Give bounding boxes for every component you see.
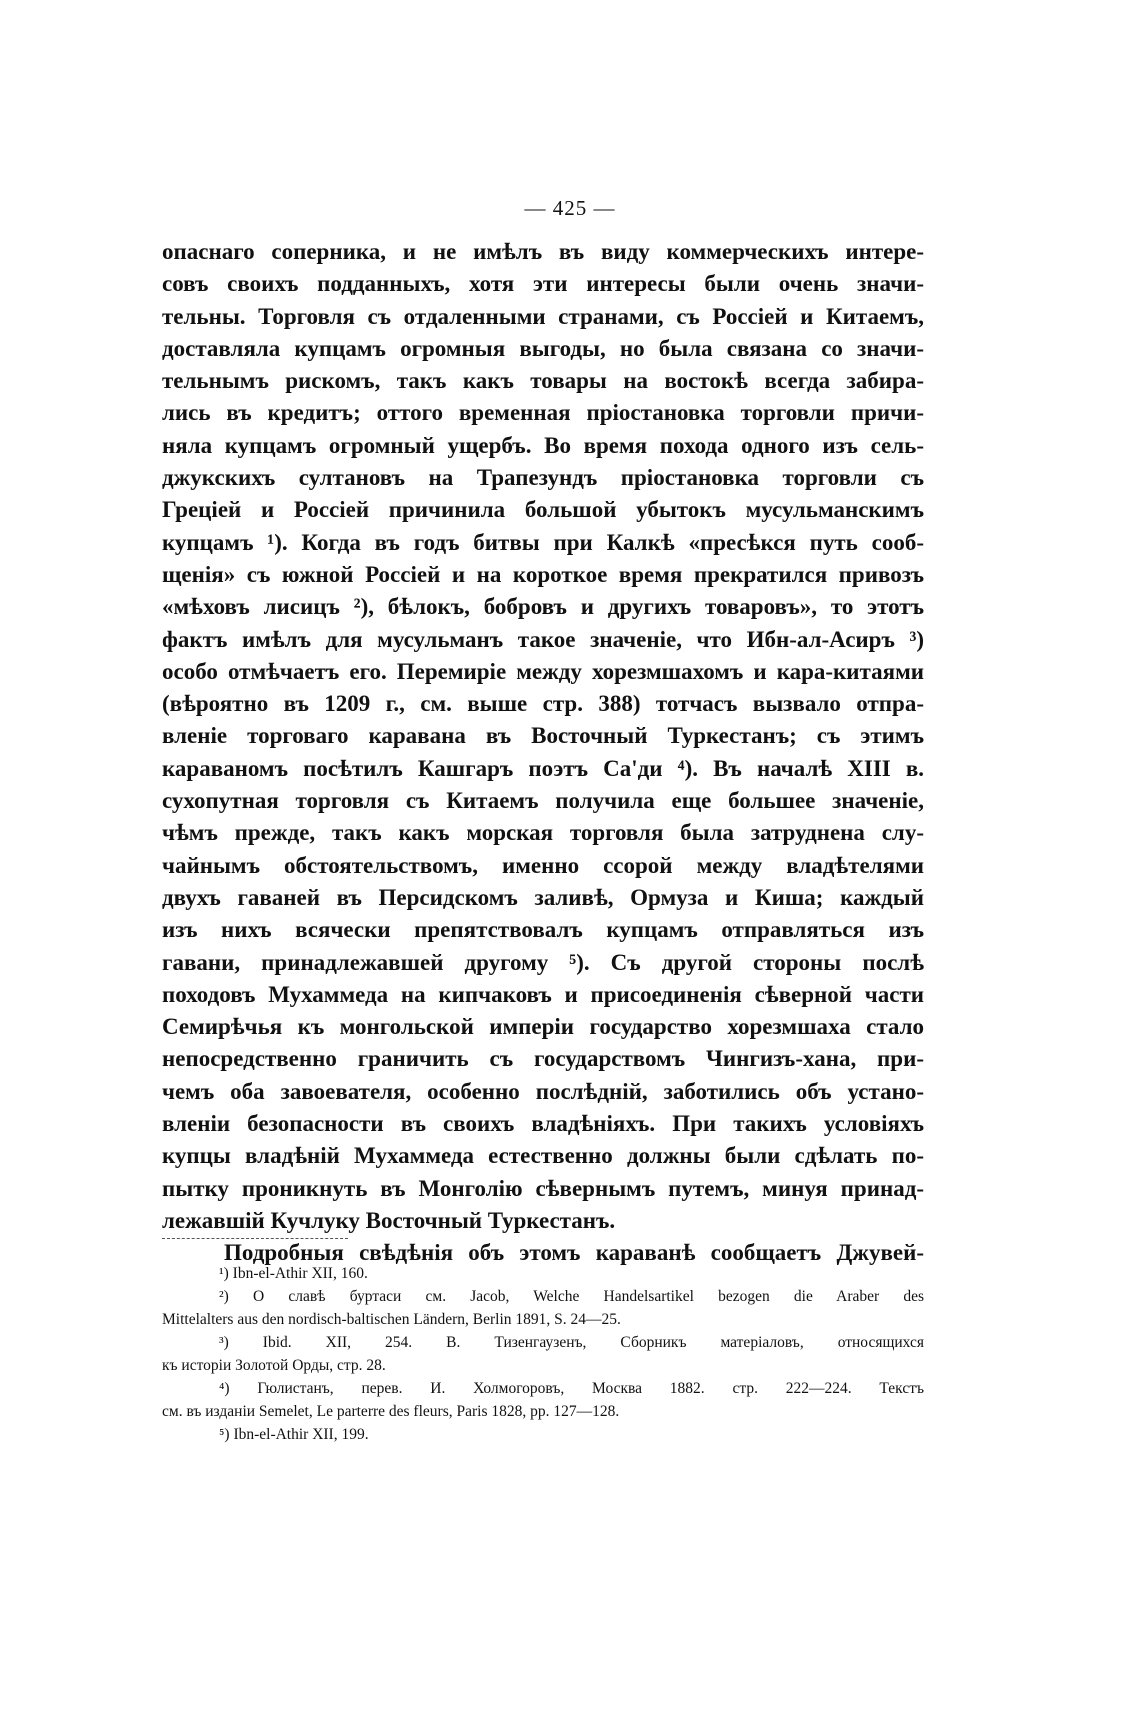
text-line: купцы владѣній Мухаммеда естественно должны были сдѣлать по-: [162, 1143, 924, 1169]
text-line: щенія» съ южной Россіей и на короткое время прекратился привозъ: [162, 561, 924, 587]
footnote-4: ⁴) Гюлистанъ, перев. И. Холмогоровъ, Москва 1882. стр. 222—224. Текстъ: [219, 1380, 924, 1397]
text-line-paragraph-end: лежавшій Кучлуку Восточный Туркестанъ.: [162, 1207, 616, 1233]
text-line: изъ нихъ всячески препятствовалъ купцамъ отправляться изъ: [162, 917, 924, 943]
footnote-1: ¹) Ibn-el-Athir XII, 160.: [219, 1265, 368, 1282]
footnote-2: ²) О славѣ буртаси см. Jacob, Welche Handelsartikel bezogen die Araber des: [219, 1288, 924, 1305]
text-line: тельнымъ рискомъ, такъ какъ товары на востокѣ всегда забира-: [162, 368, 924, 394]
footnote-3-continuation: къ исторіи Золотой Орды, стр. 28.: [162, 1357, 386, 1374]
text-line: совъ своихъ подданныхъ, хотя эти интересы были очень значи-: [162, 271, 924, 297]
text-line: чемъ оба завоевателя, особенно послѣдній, заботились объ устано-: [162, 1078, 924, 1104]
text-line: двухъ гаваней въ Персидскомъ заливѣ, Ормуза и Киша; каждый: [162, 884, 924, 910]
text-line: фактъ имѣлъ для мусульманъ такое значеніе, что Ибн-ал-Асиръ ³): [162, 626, 924, 652]
text-line: джукскихъ султановъ на Трапезундъ пріостановка торговли съ: [162, 465, 924, 491]
text-line: непосредственно граничить съ государствомъ Чингизъ-хана, при-: [162, 1046, 924, 1072]
text-line-paragraph-start: Подробныя свѣдѣнія объ этомъ караванѣ сообщаетъ Джувей-: [224, 1240, 924, 1266]
text-line: караваномъ посѣтилъ Кашгаръ поэтъ Са'ди ⁴). Въ началѣ XIII в.: [162, 755, 924, 781]
main-text: [162, 236, 924, 1270]
footnote-3: ³) Ibid. XII, 254. В. Тизенгаузенъ, Сборникъ матеріаловъ, относящихся: [219, 1334, 924, 1351]
text-line: сухопутная торговля съ Китаемъ получила еще большее значеніе,: [162, 788, 924, 814]
text-line: купцамъ ¹). Когда въ годъ битвы при Калкѣ «пресѣкся путь сооб-: [162, 529, 924, 555]
text-line: (вѣроятно въ 1209 г., см. выше стр. 388) тотчасъ вызвало отпра-: [162, 691, 924, 717]
text-line: чѣмъ прежде, такъ какъ морская торговля была затруднена слу-: [162, 820, 924, 846]
text-line: доставляла купцамъ огромныя выгоды, но была связана со значи-: [162, 335, 924, 361]
footnote-separator: [162, 1238, 348, 1239]
text-line: Греціей и Россіей причинила большой убытокъ мусульманскимъ: [162, 497, 924, 523]
footnote-4-continuation: см. въ изданіи Semelet, Le parterre des fleurs, Paris 1828, pp. 127—128.: [162, 1403, 620, 1420]
text-line: тельны. Торговля съ отдаленными странами, съ Россіей и Китаемъ,: [162, 303, 924, 329]
text-line: пытку проникнуть въ Монголію сѣвернымъ путемъ, минуя принад-: [162, 1175, 924, 1201]
footnote-5: ⁵) Ibn-el-Athir XII, 199.: [219, 1426, 369, 1443]
text-line: вленіи безопасности въ своихъ владѣніяхъ. При такихъ условіяхъ: [162, 1111, 924, 1137]
text-line: походовъ Мухаммеда на кипчаковъ и присоединенія сѣверной части: [162, 981, 924, 1007]
text-line: чайнымъ обстоятельствомъ, именно ссорой между владѣтелями: [162, 852, 924, 878]
text-line: няла купцамъ огромный ущербъ. Во время похода одного изъ сель-: [162, 432, 924, 458]
text-line: гавани, принадлежавшей другому ⁵). Съ другой стороны послѣ: [162, 949, 924, 975]
page-number: — 425 —: [524, 196, 616, 220]
text-line: особо отмѣчаетъ его. Перемиріе между хорезмшахомъ и кара-китаями: [162, 658, 924, 684]
footnote-2-continuation: Mittelalters aus den nordisch-baltischen Ländern, Berlin 1891, S. 24—25.: [162, 1311, 621, 1328]
text-line: «мѣховъ лисицъ ²), бѣлокъ, бобровъ и другихъ товаровъ», то этотъ: [162, 594, 924, 620]
text-line: Семирѣчья къ монгольской имперіи государство хорезмшаха стало: [162, 1014, 924, 1040]
footnotes: [162, 1262, 924, 1446]
text-line: вленіе торговаго каравана въ Восточный Туркестанъ; съ этимъ: [162, 723, 924, 749]
text-line: опаснаго соперника, и не имѣлъ въ виду коммерческихъ интере-: [162, 239, 924, 264]
text-line: лись въ кредитъ; оттого временная пріостановка торговли причи-: [162, 400, 924, 426]
